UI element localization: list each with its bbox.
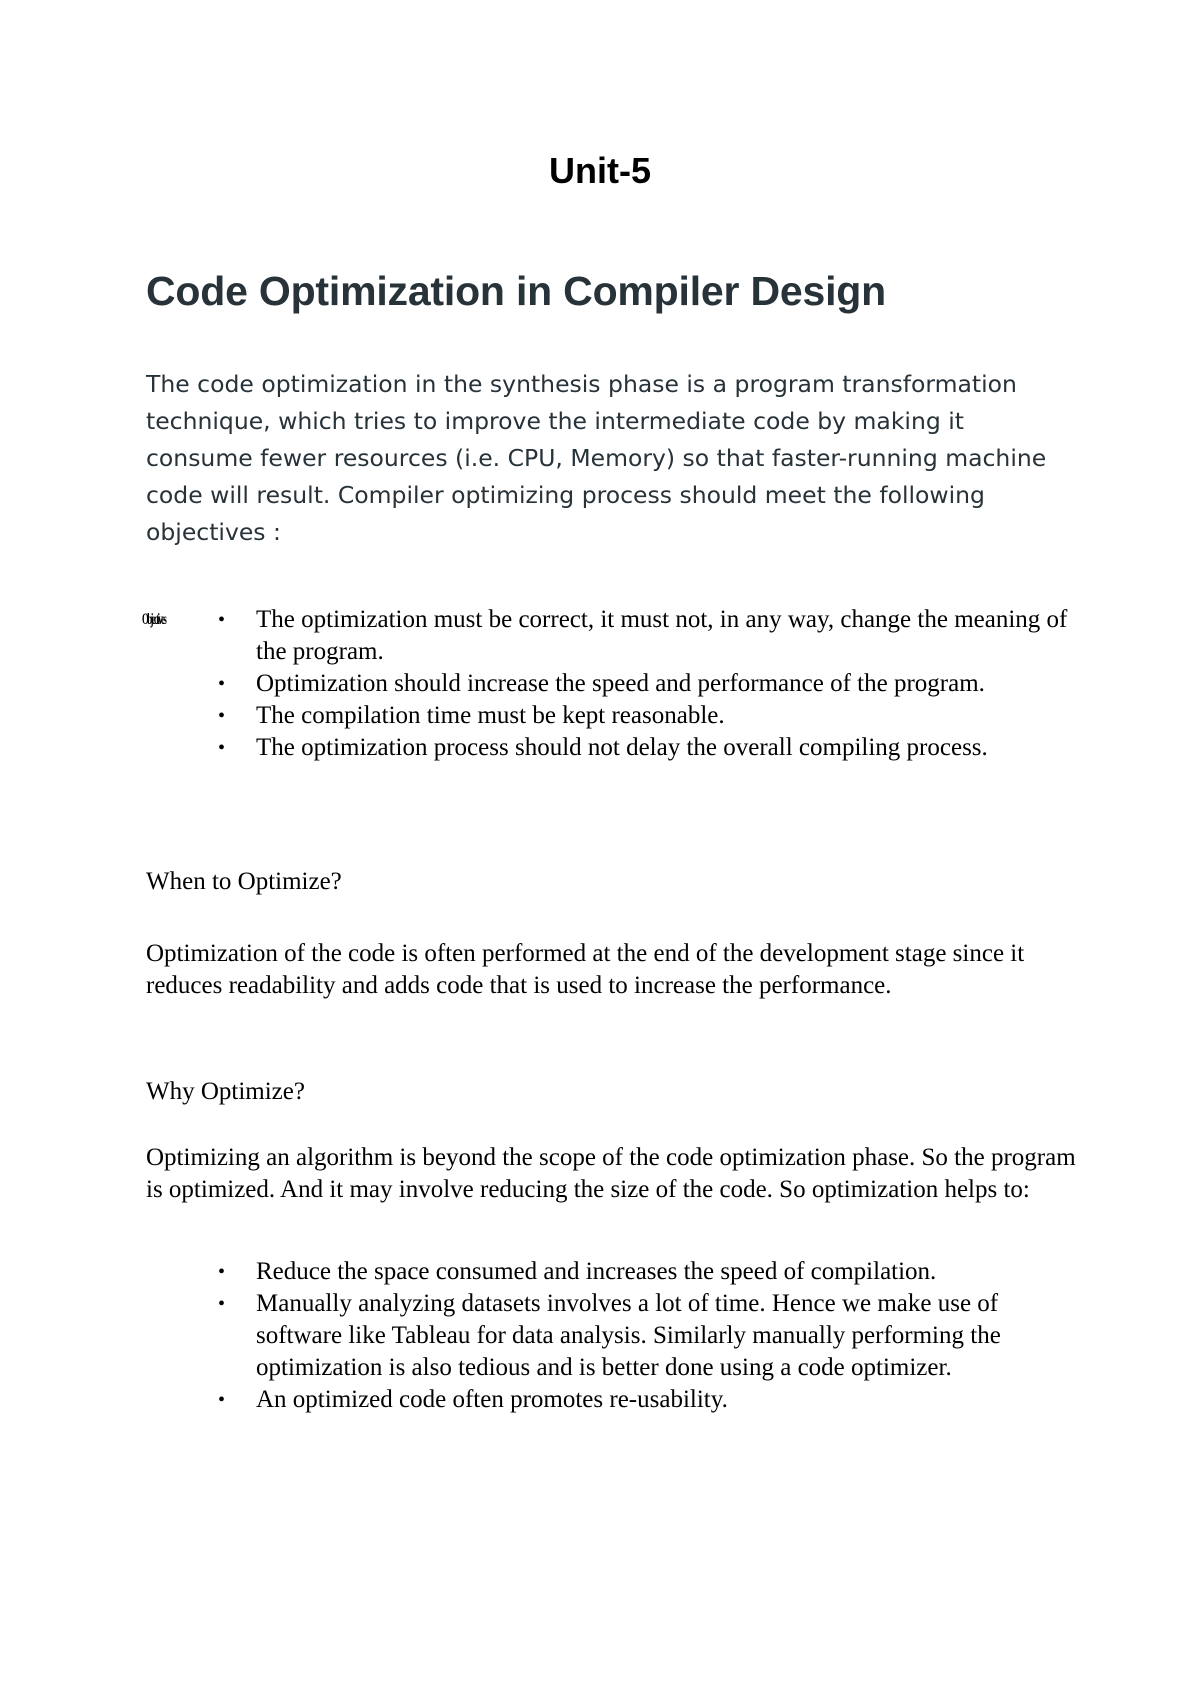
main-heading: Code Optimization in Compiler Design	[146, 268, 886, 314]
benefit-text: Reduce the space consumed and increases the speed of compilation.	[256, 1258, 937, 1285]
list-item	[142, 604, 1076, 668]
list-item	[146, 1288, 1076, 1384]
bullet-icon: •	[218, 673, 226, 695]
objective-text: The compilation time must be kept reasonable.	[256, 702, 725, 729]
overlapping-text-artifact: Objectives	[142, 611, 166, 628]
bullet-icon: •	[218, 1261, 226, 1283]
benefit-text: An optimized code often promotes re-usability.	[256, 1386, 728, 1413]
objective-text: The optimization must be correct, it must not, in any way, change the meaning of the program.	[256, 606, 1068, 665]
benefit-text: Manually analyzing datasets involves a lot of time. Hence we make use of software like Tableau for data analysis. Similarly manually performing the optimization is also tedious and is better done using a code optimizer.	[256, 1290, 1001, 1381]
list-item	[146, 700, 1076, 732]
list-item	[146, 732, 1076, 764]
bullet-icon: •	[218, 737, 226, 759]
unit-title: Unit-5	[549, 150, 651, 191]
list-item	[146, 668, 1076, 700]
list-item	[146, 1384, 1076, 1416]
benefits-list	[146, 1256, 1076, 1416]
why-optimize-heading: Why Optimize?	[146, 1078, 305, 1105]
objective-text: The optimization process should not delay the overall compiling process.	[256, 734, 988, 761]
bullet-icon: •	[218, 705, 226, 727]
why-optimize-text: Optimizing an algorithm is beyond the scope of the code optimization phase. So the program is optimized. And it may involve reducing the size of the code. So optimization helps to:	[146, 1144, 1076, 1203]
when-to-optimize-heading: When to Optimize?	[146, 868, 342, 895]
intro-paragraph: The code optimization in the synthesis phase is a program transformation technique, which tries to improve the intermediate code by making it consume fewer resources (i.e. CPU, Memory) so that faster-running machine code will result. Compiler optimizing process should meet the following objectives :	[146, 370, 1047, 546]
list-item	[146, 1256, 1076, 1288]
objectives-list	[142, 604, 1076, 764]
bullet-icon: •	[218, 1293, 226, 1315]
when-to-optimize-text: Optimization of the code is often performed at the end of the development stage since it reduces readability and adds code that is used to increase the performance.	[146, 940, 1025, 999]
bullet-icon: •	[218, 1389, 226, 1411]
objective-text: Optimization should increase the speed and performance of the program.	[256, 670, 985, 697]
bullet-icon: •	[218, 609, 226, 631]
